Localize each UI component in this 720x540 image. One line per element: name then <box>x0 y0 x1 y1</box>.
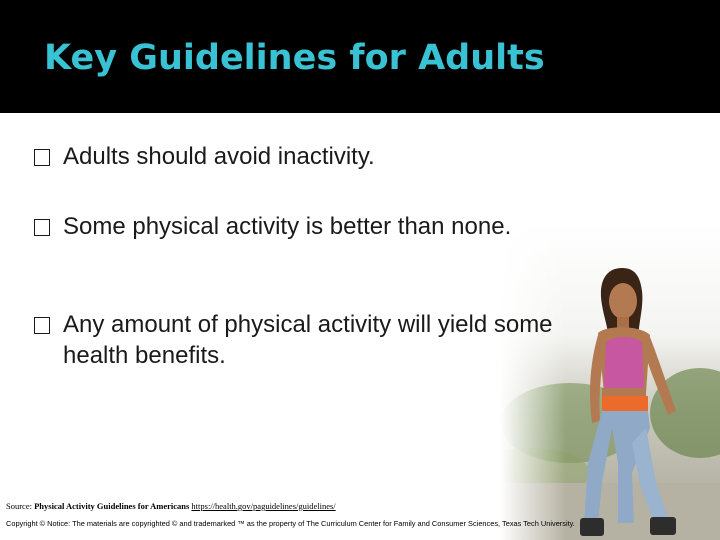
title-bar <box>0 0 720 113</box>
source-citation <box>6 501 336 511</box>
bullet-item <box>34 141 554 172</box>
source-publication: Physical Activity Guidelines for Americans <box>34 501 190 511</box>
source-link[interactable]: https://health.gov/paguidelines/guidelines/ <box>191 501 336 511</box>
bullet-item <box>34 211 554 242</box>
source-prefix: Source: <box>6 501 32 511</box>
bullet-item <box>34 309 554 371</box>
bullet-box-icon <box>34 219 50 236</box>
bullet-text: Adults should avoid inactivity. <box>63 143 375 170</box>
copyright-notice: Copyright © Notice: The materials are copyrighted © and trademarked ™ as the property of The Curriculum Center for Family and Consumer Sciences, Texas Tech University. <box>6 519 575 528</box>
woman-rollerblading-photo <box>500 223 720 540</box>
slide-title: Key Guidelines for Adults <box>44 38 545 78</box>
bullet-text: Some physical activity is better than none. <box>63 213 512 240</box>
bullet-box-icon <box>34 149 50 166</box>
bullet-box-icon <box>34 317 50 334</box>
slide-content <box>0 113 720 540</box>
bullet-text: Any amount of physical activity will yield some health benefits. <box>63 311 553 369</box>
